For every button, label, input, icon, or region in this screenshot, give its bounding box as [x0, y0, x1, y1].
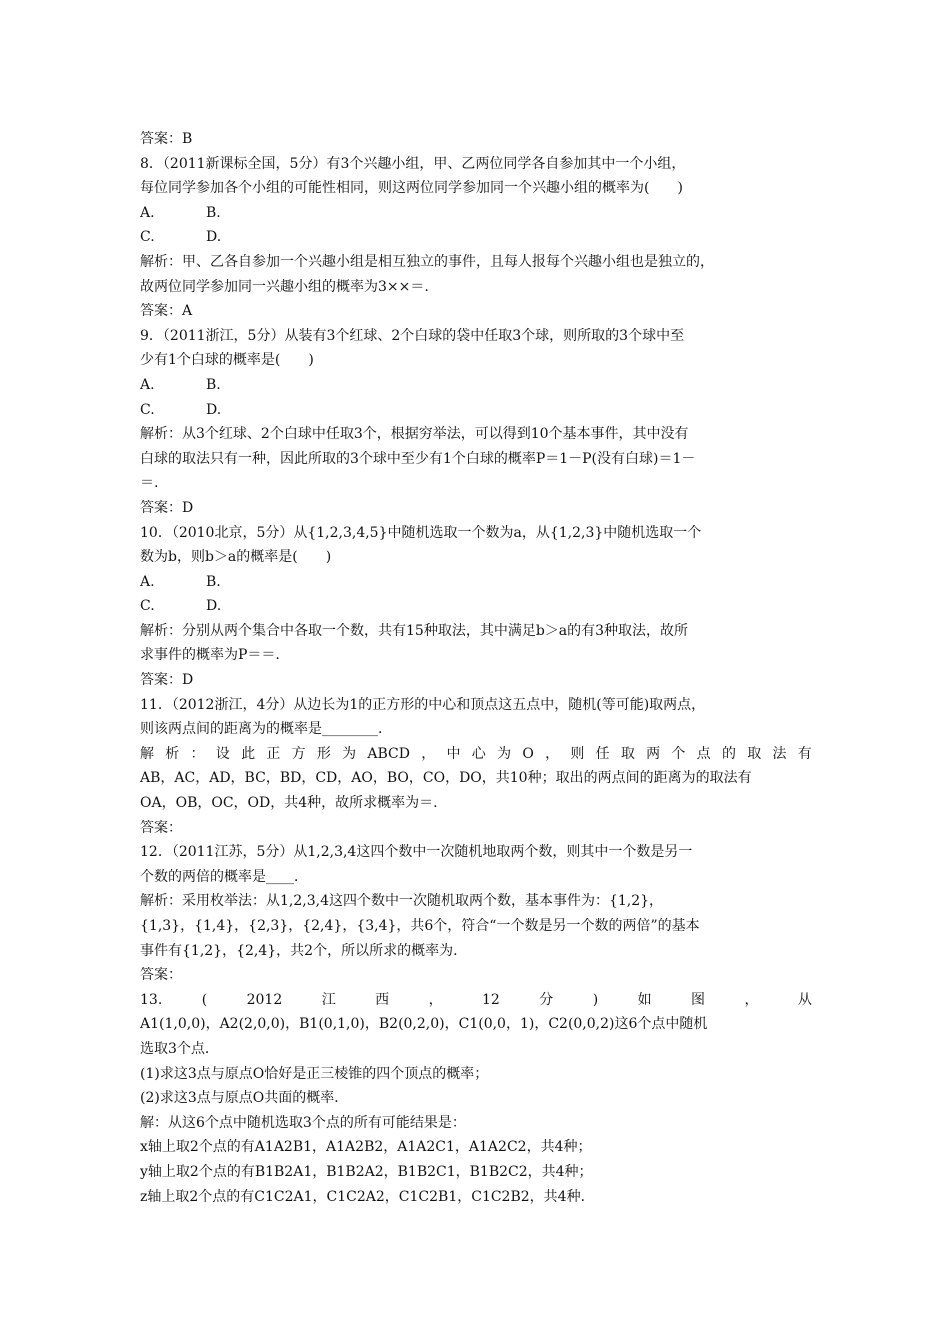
text-line: 故两位同学参加同一兴趣小组的概率为3××＝.: [140, 278, 429, 295]
text-segment: 设: [215, 745, 230, 762]
text-line: z轴上取2个点的有C1C2A1，C1C2A2，C1C2B1，C1C2B2，共4种．: [140, 1188, 595, 1205]
text-segment: 形: [316, 745, 331, 762]
text-segment: ，: [545, 745, 560, 762]
text-line: {1,3}，{1,4}，{2,3}，{2,4}，{3,4}，共6个，符合“一个数是另一个数的两倍”的基本: [140, 918, 700, 934]
text-segment: 方: [291, 745, 306, 762]
option-label: D.: [206, 598, 222, 615]
justified-line: [140, 988, 812, 1013]
text-segment: 如: [637, 991, 652, 1008]
text-segment: 解: [140, 745, 154, 762]
justified-line: [140, 742, 812, 767]
text-segment: 析: [165, 745, 180, 762]
text-line: y轴上取2个点的有B1B2A1，B1B2A2，B1B2C1，B1B2C2，共4种；: [140, 1163, 593, 1180]
text-line: 则该两点间的距离为的概率是________．: [140, 721, 392, 738]
text-line: A1(1,0,0)，A2(2,0,0)，B1(0,1,0)，B2(0,2,0)，C1(0,0，1)，C2(0,0,2)这6个点中随机: [140, 1016, 708, 1033]
text-segment: ): [592, 991, 599, 1008]
text-segment: 12: [482, 991, 500, 1008]
text-line: 10．（2010北京，5分）从{1,2,3,4,5}中随机选取一个数为a，从{1,2,3}中随机选取一个: [140, 524, 702, 541]
option-label: B.: [206, 204, 221, 221]
option-label: B.: [206, 376, 221, 393]
document-page: [140, 127, 812, 1209]
text-segment: O: [522, 745, 534, 762]
text-segment: 此: [241, 745, 256, 762]
text-segment: 点: [696, 745, 711, 762]
text-segment: ，: [428, 991, 443, 1008]
text-segment: ABCD: [367, 745, 410, 762]
text-line: 答案：D: [140, 499, 194, 516]
text-line: 答案：: [140, 967, 182, 984]
text-line: 答案：: [140, 819, 182, 836]
text-line: 答案：D: [140, 672, 194, 689]
text-segment: 为: [342, 745, 357, 762]
text-line: (1)求这3点与原点O恰好是正三棱锥的四个顶点的概率；: [140, 1065, 489, 1082]
text-line: 解析：从3个红球、2个白球中任取3个，根据穷举法，可以得到10个基本事件，其中没有: [140, 426, 689, 443]
text-line: 解：从这6个点中随机选取3个点的所有可能结果是：: [140, 1114, 466, 1131]
option-label: D.: [206, 229, 222, 246]
text-segment: 2012: [246, 991, 283, 1008]
text-line: ＝.: [140, 475, 159, 492]
text-segment: 为: [497, 745, 512, 762]
text-segment: ：: [190, 745, 205, 762]
text-line: 答案：B: [140, 131, 193, 147]
text-segment: 正: [266, 745, 281, 762]
option-label: C.: [140, 229, 155, 246]
option-label: A.: [140, 204, 155, 221]
text-line: 9．（2011浙江，5分）从装有3个红球、2个白球的袋中任取3个球，则所取的3个球中至: [140, 327, 685, 344]
text-segment: 心: [471, 745, 486, 762]
option-label: A.: [140, 376, 155, 393]
text-segment: 分: [539, 991, 554, 1008]
text-segment: 西: [375, 991, 390, 1008]
option-label: C.: [140, 598, 155, 615]
option-line: [140, 373, 812, 398]
option-line: [140, 201, 812, 226]
text-line: 答案：A: [140, 303, 193, 320]
text-segment: 的: [721, 745, 736, 762]
text-line: 少有1个白球的概率是( ): [140, 352, 314, 369]
option-line: [140, 398, 812, 423]
text-segment: 有: [797, 745, 812, 762]
text-line: x轴上取2个点的有A1A2B1，A1A2B2，A1A2C1，A1A2C2，共4种；: [140, 1139, 592, 1156]
option-label: B.: [206, 573, 221, 590]
text-line: 事件有{1,2}，{2,4}，共2个，所以所求的概率为.: [140, 942, 458, 959]
text-segment: 两: [646, 745, 661, 762]
text-segment: ，: [421, 745, 436, 762]
text-line: 12．（2011江苏，5分）从1,2,3,4这四个数中一次随机地取两个数，则其中一个数是另一: [140, 844, 693, 861]
text-line: 解析：采用枚举法：从1,2,3,4这四个数中一次随机取两个数，基本事件为：{1,2}，: [140, 893, 664, 910]
text-segment: ，: [744, 991, 759, 1008]
text-line: 选取3个点．: [140, 1040, 219, 1057]
text-line: 求事件的概率为P＝＝.: [140, 647, 280, 664]
text-line: AB，AC，AD，BC，BD，CD，AO，BO，CO，DO，共10种；取出的两点间的距离为的取法有: [140, 770, 752, 787]
text-segment: 法: [772, 745, 787, 762]
option-line: [140, 570, 812, 595]
text-segment: 则: [570, 745, 585, 762]
option-line: [140, 225, 812, 250]
text-segment: 取: [620, 745, 635, 762]
text-line: OA，OB，OC，OD，共4种，故所求概率为＝.: [140, 795, 438, 812]
option-line: [140, 594, 812, 619]
text-segment: 13.: [140, 991, 163, 1008]
option-label: C.: [140, 401, 155, 418]
text-line: 个数的两倍的概率是____．: [140, 868, 308, 885]
text-segment: 个: [671, 745, 686, 762]
option-label: A.: [140, 573, 155, 590]
text-line: (2)求这3点与原点O共面的概率．: [140, 1090, 349, 1107]
text-line: 每位同学参加各个小组的可能性相同，则这两位同学参加同一个兴趣小组的概率为( ): [140, 180, 683, 197]
text-segment: 江: [321, 991, 336, 1008]
text-segment: 图: [691, 991, 706, 1008]
text-line: 8．（2011新课标全国，5分）有3个兴趣小组，甲、乙两位同学各自参加其中一个小组，: [140, 155, 686, 172]
text-segment: (: [201, 991, 208, 1008]
text-line: 数为b，则b＞a的概率是( ): [140, 549, 332, 566]
text-segment: 中: [446, 745, 461, 762]
text-segment: 任: [595, 745, 610, 762]
text-segment: 取: [747, 745, 762, 762]
text-line: 解析：分别从两个集合中各取一个数，共有15种取法，其中满足b＞a的有3种取法，故所: [140, 622, 689, 639]
text-line: 解析：甲、乙各自参加一个兴趣小组是相互独立的事件，且每人报每个兴趣小组也是独立的，: [140, 253, 714, 270]
text-segment: 从: [797, 991, 812, 1008]
text-line: 11．（2012浙江，4分）从边长为1的正方形的中心和顶点这五点中，随机(等可能)取两点，: [140, 696, 706, 713]
text-line: 白球的取法只有一种，因此所取的3个球中至少有1个白球的概率P＝1－P(没有白球)＝1－: [140, 450, 696, 467]
option-label: D.: [206, 401, 222, 418]
